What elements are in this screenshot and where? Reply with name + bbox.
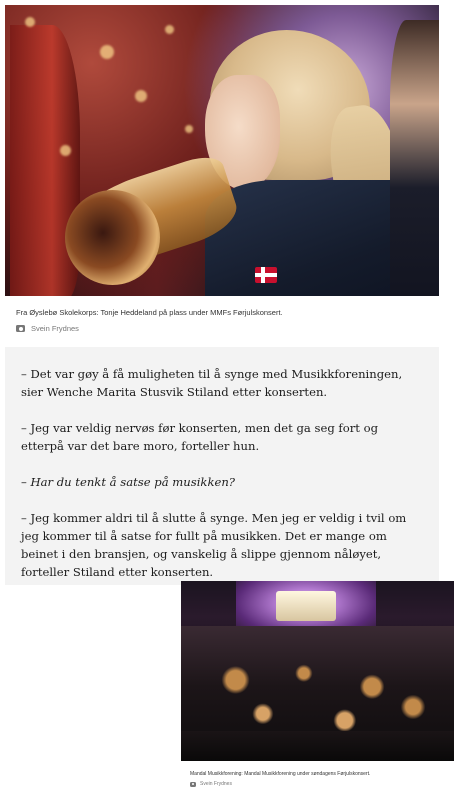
- photo2-credit-name: Svein Frydnes: [200, 781, 232, 787]
- photo-floor: [181, 731, 454, 761]
- photo2-caption: Mandal Musikkforening: Mandal Musikkforening under søndagens Førjulskonsert.: [190, 771, 371, 777]
- hero-photo-trumpet-player: [5, 5, 439, 296]
- camera-icon: [190, 782, 196, 787]
- photo1-credit-name: Svein Frydnes: [31, 324, 79, 333]
- photo-trumpet-bell: [65, 190, 160, 285]
- article-body: [5, 347, 439, 585]
- photo-altar: [276, 591, 336, 621]
- photo1-credit: [16, 324, 79, 333]
- article-paragraph: – Jeg kommer aldri til å slutte å synge. Men jeg er veldig i tvil om jeg kommer til å satse for fullt på musikken. Det er mange om beinet i den bransjen, og vanskelig å slippe gjennom nåløyet, forteller Stiland etter konserten.: [21, 511, 407, 579]
- photo2-credit: [190, 781, 232, 787]
- photo-right-person: [390, 20, 439, 296]
- norwegian-flag-patch: [255, 267, 277, 283]
- photo1-caption: Fra Øyslebø Skolekorps: Tonje Heddeland på plass under MMFs Førjulskonsert.: [16, 308, 283, 317]
- article-question: – Har du tenkt å satse på musikken?: [21, 475, 236, 489]
- article-paragraph: – Jeg var veldig nervøs før konserten, men det ga seg fort og etterpå var det bare moro, forteller hun.: [21, 421, 378, 453]
- camera-icon: [16, 325, 25, 332]
- orchestra-photo: [181, 581, 454, 761]
- article-paragraph: – Det var gøy å få muligheten til å synge med Musikkforeningen, sier Wenche Marita Stusvik Stiland etter konserten.: [21, 367, 403, 399]
